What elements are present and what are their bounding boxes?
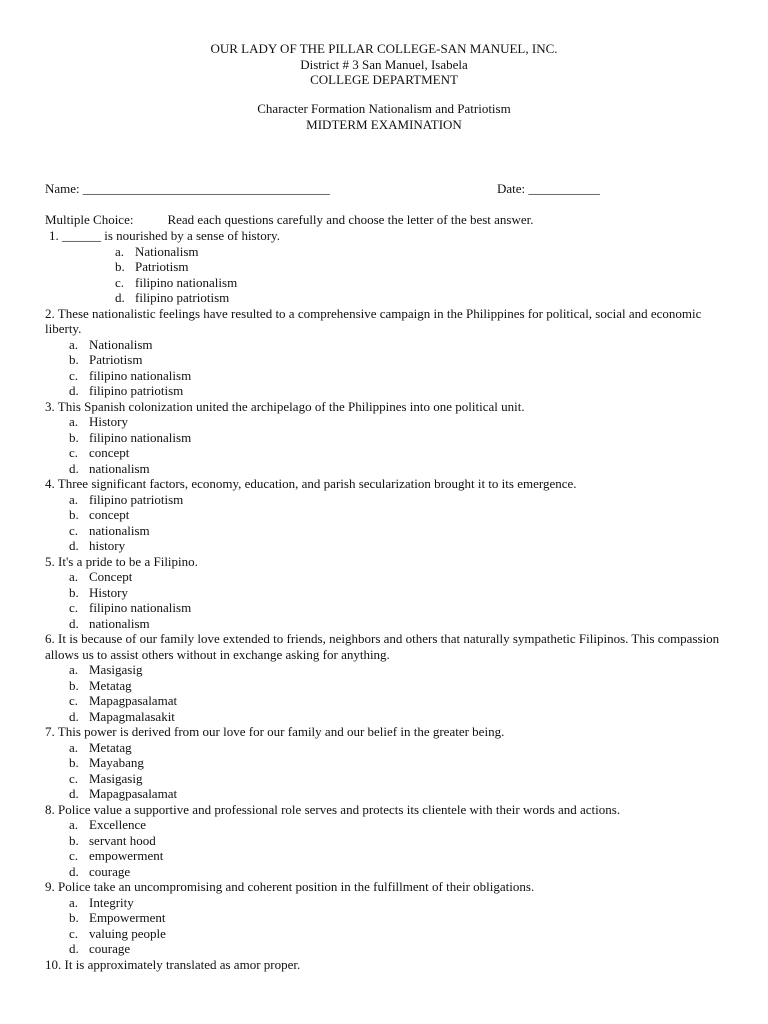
choice-letter: d. bbox=[69, 863, 79, 879]
choice-text: Nationalism bbox=[135, 243, 199, 259]
choice-letter: a. bbox=[69, 739, 79, 755]
choice-letter: b. bbox=[69, 507, 79, 522]
answer-choice[interactable] bbox=[45, 740, 725, 756]
answer-choice[interactable] bbox=[45, 616, 725, 632]
question-stem: 6. It is because of our family love extended to friends, neighbors and others that naturally sympathetic Filipinos. This compassion allows us to assist others without in exchange asking for anything. bbox=[45, 631, 720, 662]
question-stem: 3. This Spanish colonization united the archipelago of the Philippines into one political unit. bbox=[45, 398, 525, 414]
answer-choice[interactable] bbox=[45, 430, 725, 446]
choice-letter: b. bbox=[69, 584, 79, 600]
choice-letter: a. bbox=[69, 491, 79, 507]
choice-letter: b. bbox=[69, 755, 79, 770]
choice-text: Mapagpasalamat bbox=[89, 693, 178, 708]
answer-choice[interactable] bbox=[45, 244, 725, 260]
answer-choice[interactable] bbox=[45, 833, 725, 849]
choice-letter: b. bbox=[69, 429, 79, 445]
choice-list bbox=[45, 569, 725, 631]
choice-letter: d. bbox=[69, 615, 79, 631]
choice-text: courage bbox=[89, 941, 131, 956]
choice-letter: d. bbox=[69, 538, 79, 553]
choice-text: filipino patriotism bbox=[135, 290, 230, 305]
school-name: OUR LADY OF THE PILLAR COLLEGE-SAN MANUEL, INC. bbox=[210, 41, 558, 56]
choice-text: Integrity bbox=[89, 894, 134, 910]
choice-text: Patriotism bbox=[89, 352, 143, 367]
answer-choice[interactable] bbox=[45, 709, 725, 725]
choice-list bbox=[45, 244, 725, 306]
choice-letter: c. bbox=[69, 600, 79, 615]
answer-choice[interactable] bbox=[45, 290, 725, 306]
question-item bbox=[45, 802, 725, 880]
question-stem: 5. It's a pride to be a Filipino. bbox=[45, 553, 198, 569]
choice-list bbox=[45, 492, 725, 554]
choice-text: Mayabang bbox=[89, 755, 144, 770]
exam-title: MIDTERM EXAMINATION bbox=[306, 116, 462, 132]
course-title: Character Formation Nationalism and Patriotism bbox=[257, 101, 511, 116]
answer-choice[interactable] bbox=[45, 445, 725, 461]
choice-letter: a. bbox=[69, 662, 79, 677]
question-stem: 10. It is approximately translated as amor proper. bbox=[45, 956, 301, 972]
choice-text: filipino nationalism bbox=[89, 367, 192, 383]
question-stem: 2. These nationalistic feelings have resulted to a comprehensive campaign in the Philippines for political, social and economic liberty. bbox=[45, 305, 702, 336]
choice-letter: b. bbox=[69, 910, 79, 925]
question-item bbox=[45, 631, 725, 724]
choice-letter: c. bbox=[115, 274, 125, 290]
choice-text: filipino nationalism bbox=[89, 429, 192, 445]
choice-text: Empowerment bbox=[89, 910, 166, 925]
choice-text: Patriotism bbox=[135, 259, 189, 274]
question-stem: 4. Three significant factors, economy, education, and parish secularization brought it to its emergence. bbox=[45, 476, 577, 491]
question-stem: 1. ______ is nourished by a sense of history. bbox=[49, 228, 280, 243]
answer-choice[interactable] bbox=[45, 383, 725, 399]
answer-choice[interactable] bbox=[45, 259, 725, 275]
choice-letter: b. bbox=[69, 677, 79, 693]
question-stem: 7. This power is derived from our love for our family and our belief in the greater being. bbox=[45, 724, 505, 739]
choice-text: nationalism bbox=[89, 460, 150, 476]
exam-header bbox=[0, 101, 768, 132]
choice-letter: c. bbox=[69, 693, 79, 708]
choice-letter: a. bbox=[69, 894, 79, 910]
instructions-type: Multiple Choice: bbox=[45, 212, 134, 227]
choice-text: Mapagpasalamat bbox=[89, 786, 178, 801]
answer-choice[interactable] bbox=[45, 275, 725, 291]
choice-letter: c. bbox=[69, 522, 79, 538]
question-item bbox=[45, 228, 725, 306]
choice-text: concept bbox=[89, 507, 130, 522]
choice-letter: a. bbox=[69, 569, 79, 584]
answer-choice[interactable] bbox=[45, 755, 725, 771]
answer-choice[interactable] bbox=[45, 569, 725, 585]
answer-choice[interactable] bbox=[45, 662, 725, 678]
choice-letter: d. bbox=[69, 786, 79, 801]
answer-choice[interactable] bbox=[45, 848, 725, 864]
school-header bbox=[0, 41, 768, 88]
answer-choice[interactable] bbox=[45, 585, 725, 601]
choice-text: empowerment bbox=[89, 848, 164, 863]
name-date-row bbox=[45, 181, 725, 197]
date-field[interactable]: Date: ___________ bbox=[497, 181, 600, 196]
choice-text: Mapagmalasakit bbox=[89, 708, 175, 724]
question-stem: 8. Police value a supportive and professional role serves and protects its clientele with their words and actions. bbox=[45, 801, 621, 817]
answer-choice[interactable] bbox=[45, 600, 725, 616]
name-field[interactable]: Name: ______________________________________ bbox=[45, 181, 330, 196]
choice-text: Nationalism bbox=[89, 336, 153, 352]
choice-letter: a. bbox=[69, 817, 79, 832]
choice-text: Masigasig bbox=[89, 770, 143, 786]
choice-text: History bbox=[89, 584, 128, 600]
choice-text: Concept bbox=[89, 569, 133, 584]
answer-choice[interactable] bbox=[45, 693, 725, 709]
answer-choice[interactable] bbox=[45, 461, 725, 477]
answer-choice[interactable] bbox=[45, 352, 725, 368]
choice-letter: b. bbox=[69, 352, 79, 367]
choice-letter: a. bbox=[115, 243, 125, 259]
choice-list bbox=[45, 337, 725, 399]
choice-list bbox=[45, 895, 725, 957]
question-item bbox=[45, 306, 725, 399]
choice-text: Metatag bbox=[89, 739, 132, 755]
answer-choice[interactable] bbox=[45, 895, 725, 911]
answer-choice[interactable] bbox=[45, 678, 725, 694]
choice-letter: b. bbox=[69, 832, 79, 848]
choice-letter: d. bbox=[69, 383, 79, 398]
choice-text: filipino patriotism bbox=[89, 383, 184, 398]
answer-choice[interactable] bbox=[45, 910, 725, 926]
choice-letter: c. bbox=[69, 367, 79, 383]
choice-letter: c. bbox=[69, 770, 79, 786]
question-item bbox=[45, 957, 725, 973]
instructions-text: Read each questions carefully and choose the letter of the best answer. bbox=[167, 212, 534, 227]
answer-choice[interactable] bbox=[45, 817, 725, 833]
answer-choice[interactable] bbox=[45, 523, 725, 539]
instructions bbox=[45, 212, 534, 228]
choice-text: filipino nationalism bbox=[135, 274, 238, 290]
choice-text: nationalism bbox=[89, 522, 150, 538]
choice-list bbox=[45, 662, 725, 724]
answer-choice[interactable] bbox=[45, 507, 725, 523]
answer-choice[interactable] bbox=[45, 538, 725, 554]
question-item bbox=[45, 476, 725, 554]
choice-list bbox=[45, 740, 725, 802]
choice-letter: d. bbox=[115, 290, 125, 305]
question-item bbox=[45, 879, 725, 957]
answer-choice[interactable] bbox=[45, 368, 725, 384]
choice-text: concept bbox=[89, 445, 130, 460]
choice-text: Excellence bbox=[89, 817, 147, 832]
choice-text: filipino nationalism bbox=[89, 600, 192, 615]
choice-letter: d. bbox=[69, 708, 79, 724]
question-list bbox=[45, 228, 725, 972]
choice-letter: c. bbox=[69, 925, 79, 941]
choice-letter: d. bbox=[69, 460, 79, 476]
choice-text: history bbox=[89, 538, 126, 553]
answer-choice[interactable] bbox=[45, 864, 725, 880]
choice-text: nationalism bbox=[89, 615, 150, 631]
answer-choice[interactable] bbox=[45, 337, 725, 353]
choice-list bbox=[45, 414, 725, 476]
choice-list bbox=[45, 817, 725, 879]
answer-choice[interactable] bbox=[45, 492, 725, 508]
choice-letter: b. bbox=[115, 259, 125, 274]
answer-choice[interactable] bbox=[45, 771, 725, 787]
choice-letter: c. bbox=[69, 848, 79, 863]
choice-text: History bbox=[89, 414, 128, 429]
choice-letter: a. bbox=[69, 414, 79, 429]
school-address: District # 3 San Manuel, Isabela bbox=[300, 56, 468, 72]
answer-choice[interactable] bbox=[45, 786, 725, 802]
choice-letter: d. bbox=[69, 941, 79, 956]
answer-choice[interactable] bbox=[45, 941, 725, 957]
answer-choice[interactable] bbox=[45, 414, 725, 430]
choice-text: servant hood bbox=[89, 832, 156, 848]
choice-text: courage bbox=[89, 863, 131, 879]
question-item bbox=[45, 399, 725, 477]
choice-text: Masigasig bbox=[89, 662, 143, 677]
department-name: COLLEGE DEPARTMENT bbox=[310, 72, 458, 87]
question-item bbox=[45, 554, 725, 632]
choice-letter: a. bbox=[69, 336, 79, 352]
choice-text: Metatag bbox=[89, 677, 132, 693]
answer-choice[interactable] bbox=[45, 926, 725, 942]
choice-text: valuing people bbox=[89, 925, 166, 941]
question-item bbox=[45, 724, 725, 802]
question-stem: 9. Police take an uncompromising and coherent position in the fulfillment of their obligations. bbox=[45, 879, 535, 894]
choice-text: filipino patriotism bbox=[89, 491, 184, 507]
choice-letter: c. bbox=[69, 445, 79, 460]
